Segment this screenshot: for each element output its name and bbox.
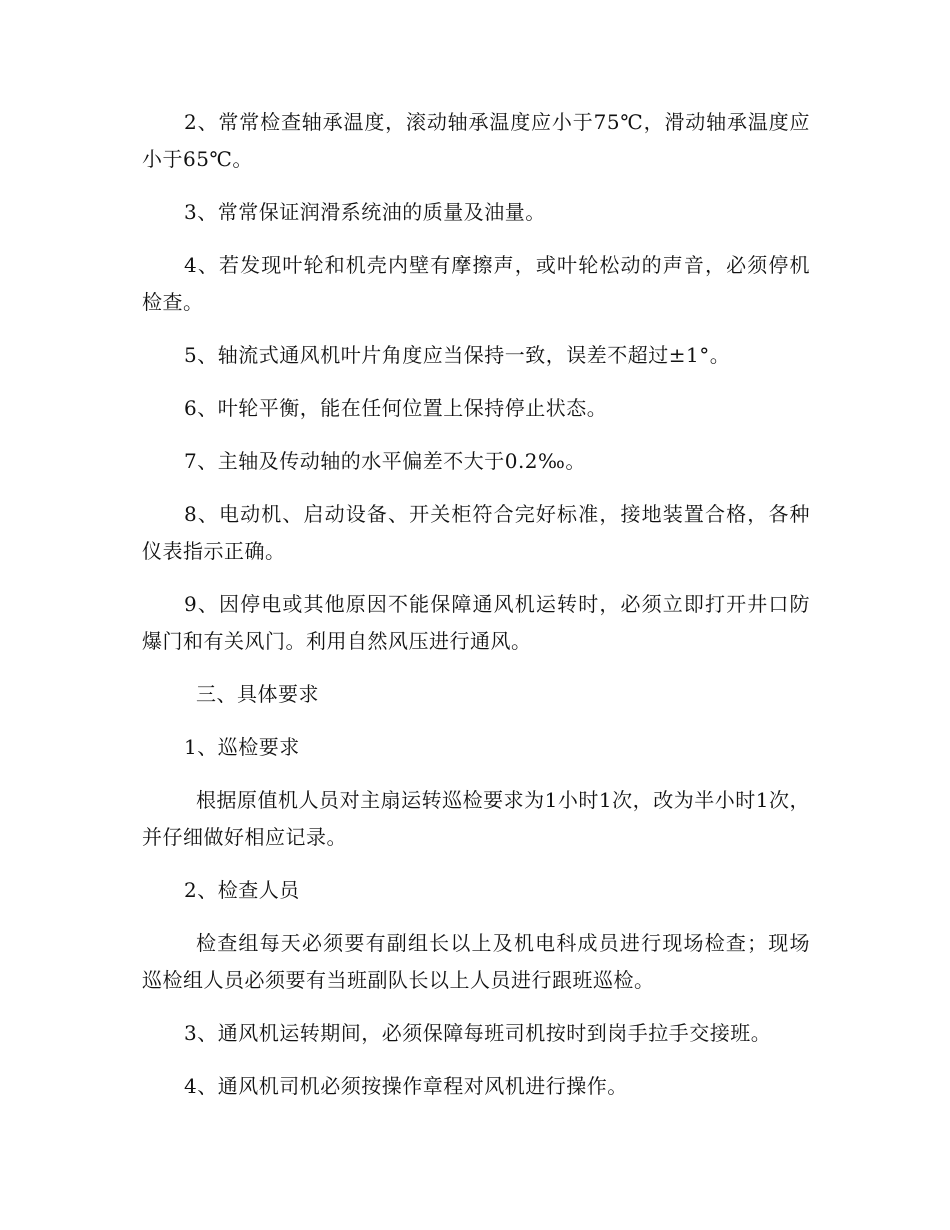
paragraph-power-outage: 9、因停电或其他原因不能保障通风机运转时，必须立即打开井口防爆门和有关风门。利用自然风压进行通风。 [142,592,810,653]
section-heading-specific-requirements: 三、具体要求 [196,682,319,706]
paragraph-shaft-deviation: 7、主轴及传动轴的水平偏差不大于0.2‰。 [184,449,586,473]
paragraph-inspection-personnel: 检查组每天必须要有副组长以上及机电科成员进行现场检查；现场巡检组人员必须要有当班副队长以上人员进行跟班巡检。 [142,931,810,992]
document-body [142,104,810,1121]
paragraph-electrical-standards: 8、电动机、启动设备、开关柜符合完好标准，接地装置合格，各种仪表指示正确。 [142,502,810,563]
paragraph-bearing-temperature: 2、常常检查轴承温度，滚动轴承温度应小于75℃，滑动轴承温度应小于65℃。 [142,110,810,171]
paragraph-inspection-frequency: 根据原值机人员对主扇运转巡检要求为1小时1次，改为半小时1次，并仔细做好相应记录。 [142,788,810,849]
paragraph-blade-angle: 5、轴流式通风机叶片角度应当保持一致，误差不超过±1°。 [184,343,731,367]
paragraph-lubrication: 3、常常保证润滑系统油的质量及油量。 [184,200,546,224]
paragraph-impeller-balance: 6、叶轮平衡，能在任何位置上保持停止状态。 [184,396,608,420]
subheading-inspection-personnel: 2、检查人员 [184,878,300,902]
paragraph-operation-rules: 4、通风机司机必须按操作章程对风机进行操作。 [184,1074,628,1098]
paragraph-friction-noise: 4、若发现叶轮和机壳内壁有摩擦声，或叶轮松动的声音，必须停机检查。 [142,253,810,314]
subheading-inspection-requirements: 1、巡检要求 [184,735,300,759]
paragraph-shift-handover: 3、通风机运转期间，必须保障每班司机按时到岗手拉手交接班。 [184,1021,772,1045]
